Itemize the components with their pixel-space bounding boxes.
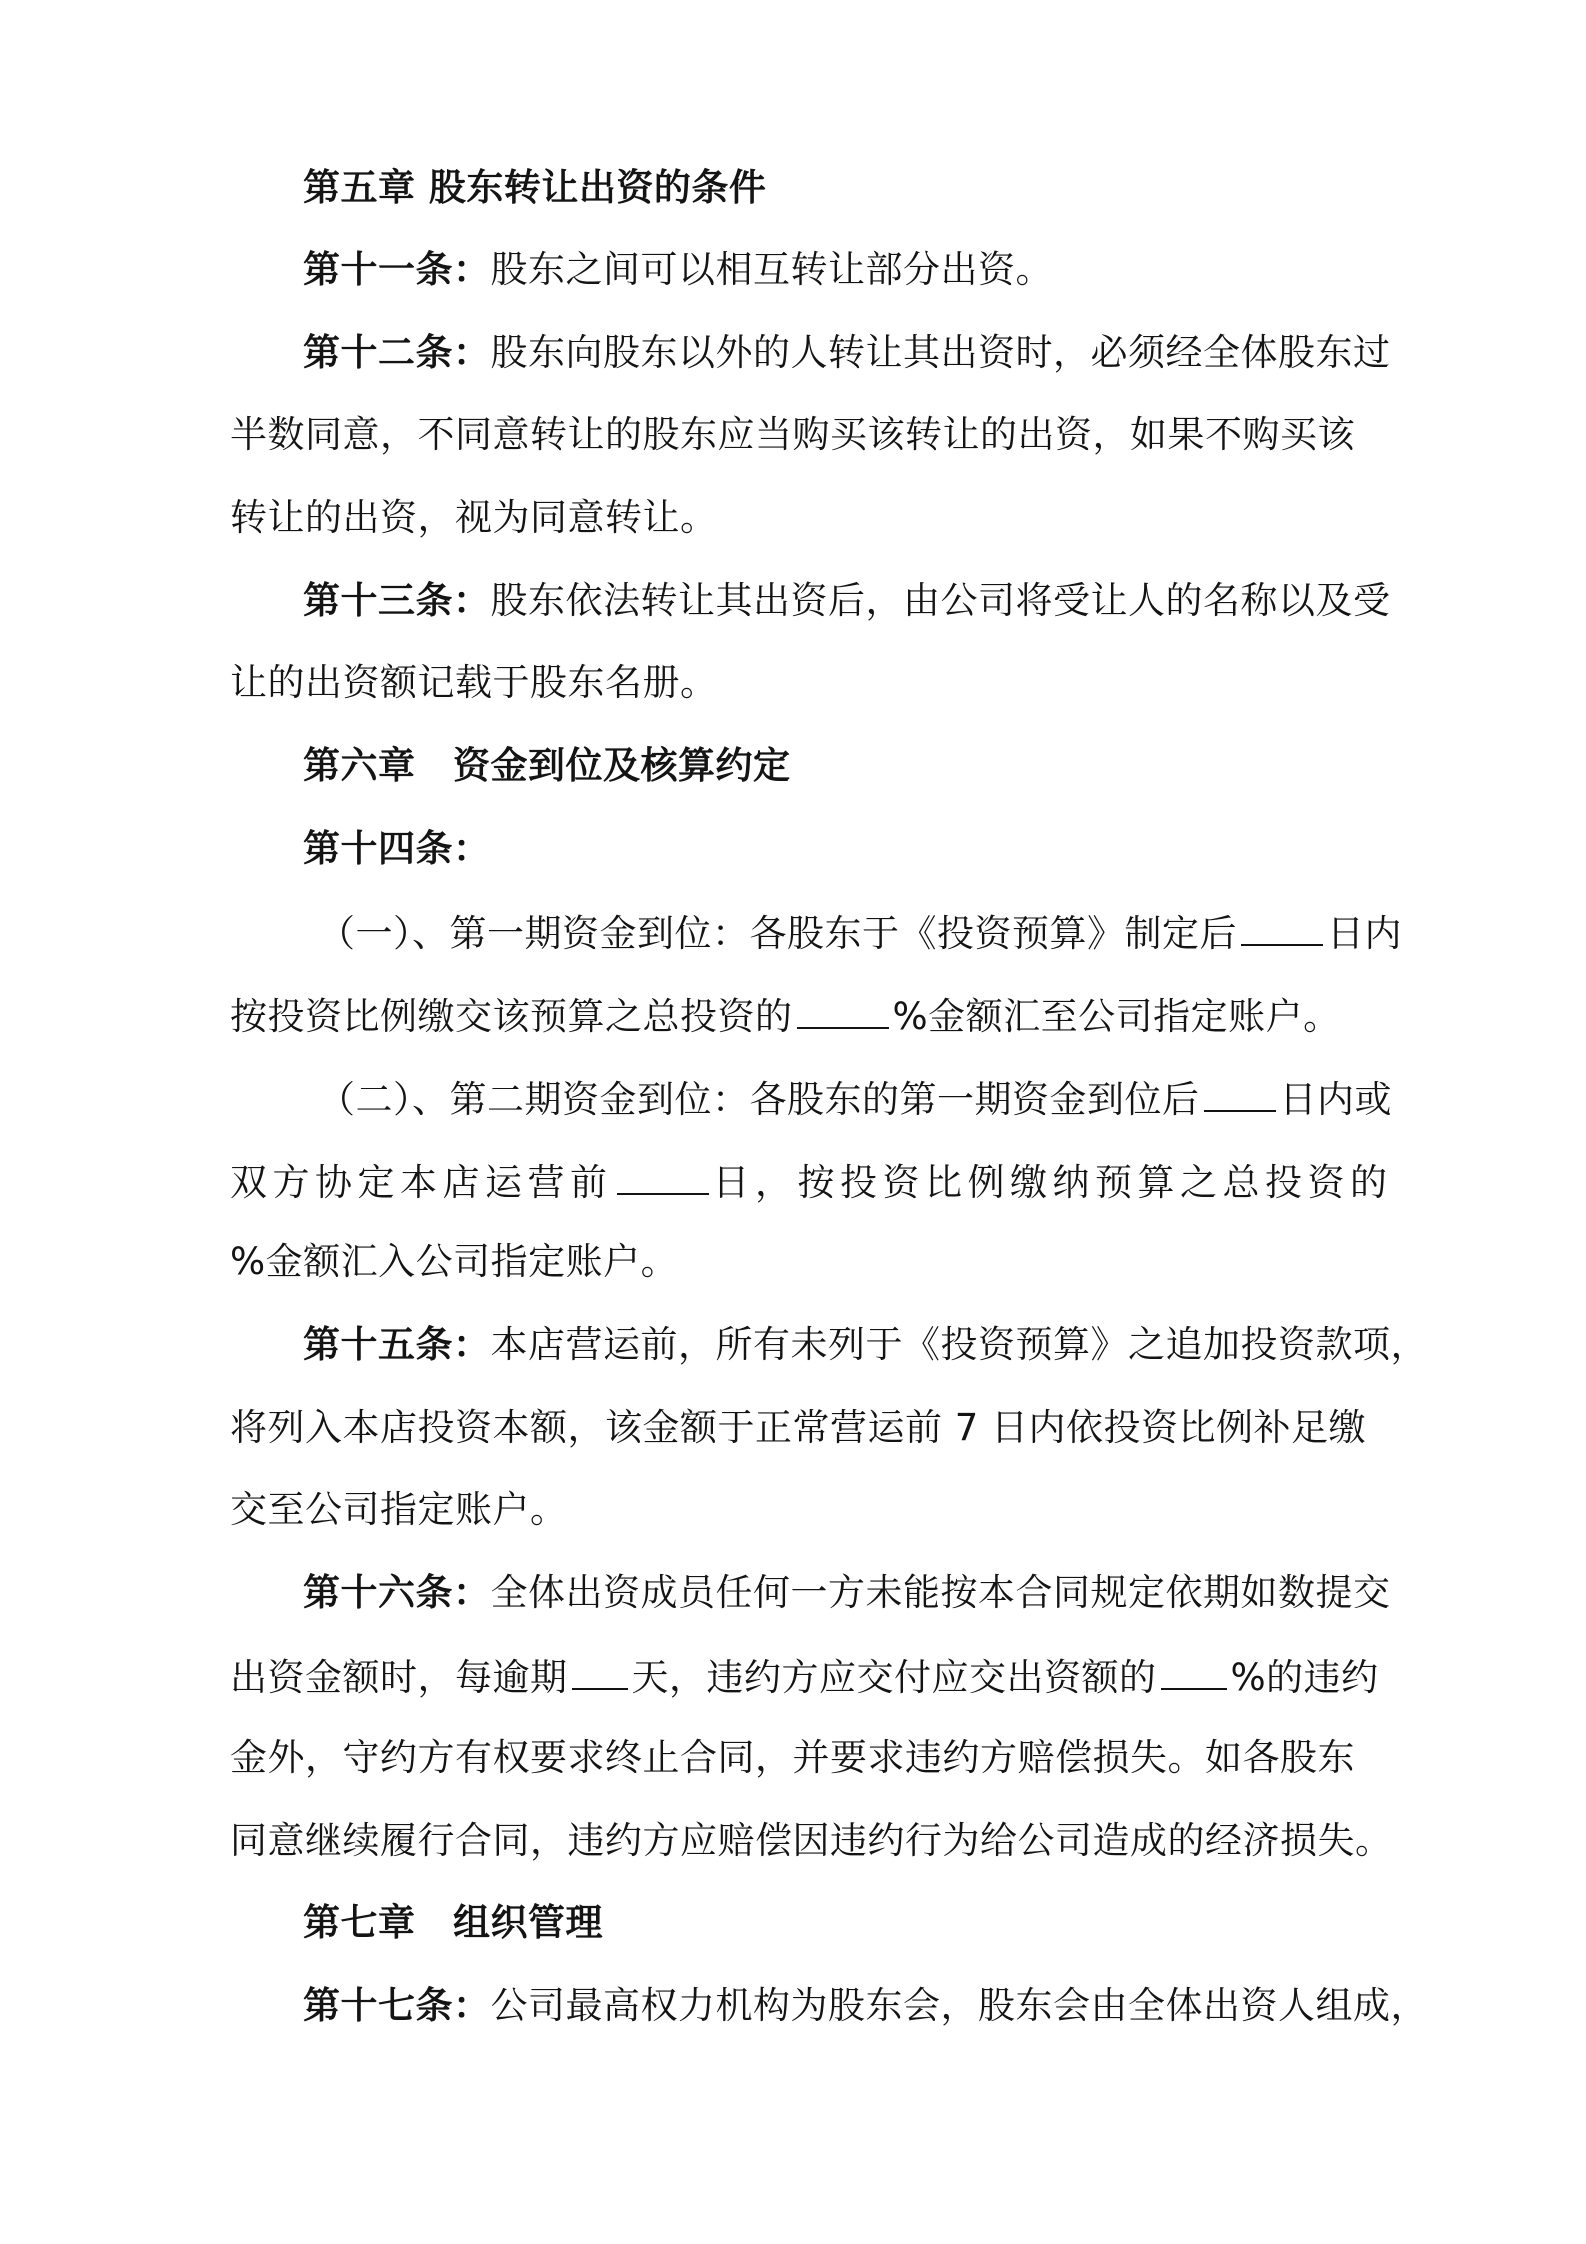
article-13-line-1: 第十三条：股东依法转让其出资后，由公司将受让人的名称以及受	[303, 579, 1391, 622]
article-14-clause-1-line-1: （一）、第一期资金到位：各股东于《投资预算》制定后 日内	[318, 906, 1402, 959]
article-12-line-2: 半数同意，不同意转让的股东应当购买该转让的出资，如果不购买该	[230, 413, 1355, 456]
article-label: 第十一条：	[303, 248, 491, 291]
article-16-line-3: 金外，守约方有权要求终止合同，并要求违约方赔偿损失。如各股东	[230, 1736, 1355, 1779]
article-12-line-1: 第十二条：股东向股东以外的人转让其出资时，必须经全体股东过	[303, 331, 1391, 374]
fill-in-blank	[1161, 1650, 1227, 1690]
article-12-line-3: 转让的出资，视为同意转让。	[230, 496, 718, 539]
chapter-5-heading: 第五章 股东转让出资的条件	[303, 166, 767, 209]
article-14-heading: 第十四条：	[303, 827, 491, 870]
fill-in-blank	[617, 1155, 709, 1195]
fill-in-blank	[572, 1650, 628, 1690]
article-13-line-2: 让的出资额记载于股东名册。	[230, 661, 718, 704]
fill-in-blank	[797, 989, 889, 1029]
article-14-clause-2-line-2: 双方协定本店运营前 日，按投资比例缴纳预算之总投资的	[230, 1155, 1393, 1208]
article-label: 第十二条：	[303, 331, 491, 374]
chapter-6-heading: 第六章 资金到位及核算约定	[303, 744, 791, 787]
fill-in-blank	[1241, 906, 1323, 946]
article-14-clause-2-line-1: （二）、第二期资金到位：各股东的第一期资金到位后 日内或	[318, 1072, 1392, 1125]
article-15-line-2: 将列入本店投资本额，该金额于正常营运前 7 日内依投资比例补足缴	[230, 1406, 1367, 1449]
chapter-7-heading: 第七章 组织管理	[303, 1901, 603, 1944]
article-label: 第十六条：	[303, 1571, 491, 1614]
article-15-line-3: 交至公司指定账户。	[230, 1488, 568, 1531]
article-17-line-1: 第十七条：公司最高权力机构为股东会，股东会由全体出资人组成，	[303, 1984, 1428, 2027]
article-16-line-2: 出资金额时，每逾期 天，违约方应交付应交出资额的 %的违约	[230, 1650, 1379, 1703]
article-15-line-1: 第十五条：本店营运前，所有未列于《投资预算》之追加投资款项，	[303, 1323, 1428, 1366]
article-14-clause-1-line-2: 按投资比例缴交该预算之总投资的 %金额汇至公司指定账户。	[230, 989, 1341, 1042]
article-16-line-4: 同意继续履行合同，违约方应赔偿因违约行为给公司造成的经济损失。	[230, 1819, 1393, 1862]
article-label: 第十三条：	[303, 579, 491, 622]
article-label: 第十七条：	[303, 1984, 491, 2027]
article-label: 第十五条：	[303, 1323, 491, 1366]
article-16-line-1: 第十六条：全体出资成员任何一方未能按本合同规定依期如数提交	[303, 1571, 1391, 1614]
article-11: 第十一条：股东之间可以相互转让部分出资。	[303, 248, 1053, 291]
fill-in-blank	[1204, 1072, 1276, 1112]
article-14-clause-2-line-3: %金额汇入公司指定账户。	[230, 1240, 679, 1283]
